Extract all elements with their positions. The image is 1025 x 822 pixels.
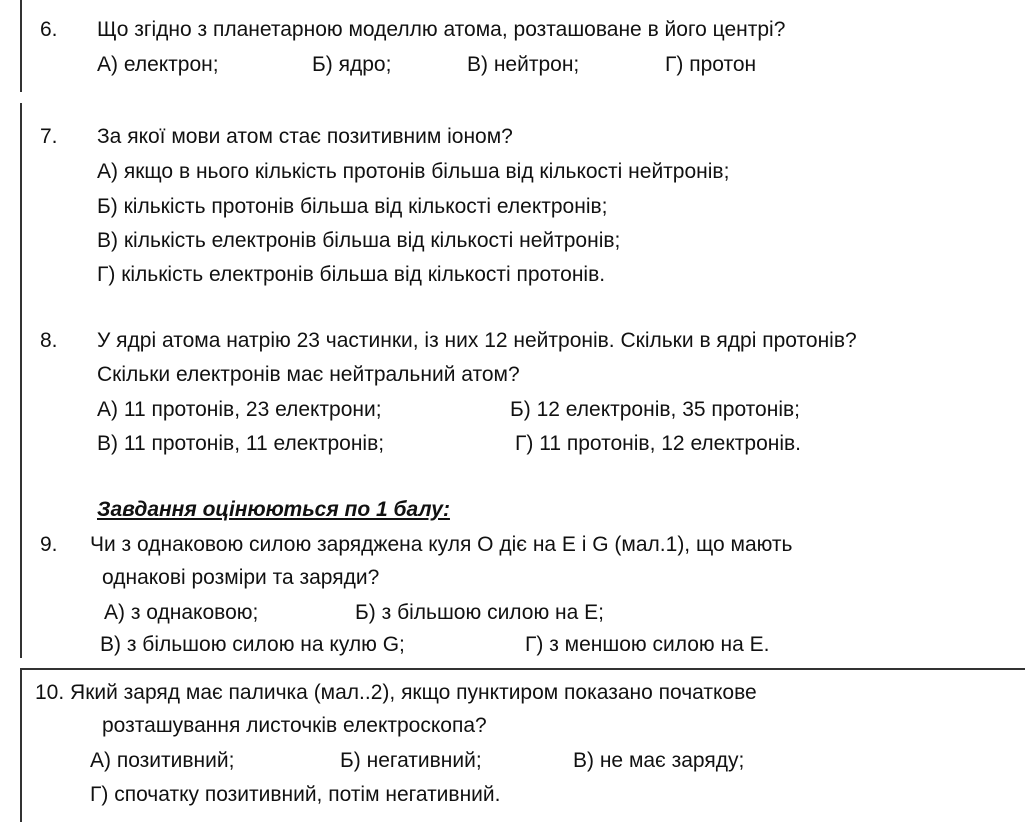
left-border-bottom xyxy=(20,670,22,822)
question-number: 7. xyxy=(40,125,58,148)
answer-option-b: Б) 12 електронів, 35 протонів; xyxy=(510,398,800,421)
answer-option-c: В) кількість електронів більша від кількості нейтронів; xyxy=(97,229,621,252)
question-number: 8. xyxy=(40,329,58,352)
answer-option-c: В) з більшою силою на кулю G; xyxy=(100,633,405,656)
question-text: Що згідно з планетарною моделлю атома, розташоване в його центрі? xyxy=(97,18,786,41)
question-number: 9. xyxy=(40,533,58,556)
answer-option-a: А) 11 протонів, 23 електрони; xyxy=(97,398,382,421)
question-text: За якої мови атом стає позитивним іоном? xyxy=(97,125,513,148)
answer-option-a: А) якщо в нього кількість протонів більша від кількості нейтронів; xyxy=(97,160,730,183)
answer-option-b: Б) кількість протонів більша від кількості електронів; xyxy=(97,195,608,218)
answer-option-b: Б) ядро; xyxy=(312,53,392,76)
answer-option-c: В) 11 протонів, 11 електронів; xyxy=(97,432,385,455)
question-text-line-1: У ядрі атома натрію 23 частинки, із них 12 нейтронів. Скільки в ядрі протонів? xyxy=(97,329,857,352)
answer-option-a: А) позитивний; xyxy=(90,749,235,772)
answer-option-d: Г) з меншою силою на Е. xyxy=(525,633,770,656)
answer-option-d: Г) кількість електронів більша від кількості протонів. xyxy=(97,263,606,286)
answer-option-c: В) нейтрон; xyxy=(467,53,580,76)
answer-option-b: Б) з більшою силою на Е; xyxy=(355,601,605,624)
answer-option-d: Г) 11 протонів, 12 електронів. xyxy=(515,432,802,455)
question-number: 6. xyxy=(40,18,58,41)
section-divider xyxy=(20,668,1025,670)
left-border-middle xyxy=(20,103,22,658)
answer-option-d: Г) спочатку позитивний, потім негативний. xyxy=(90,783,501,806)
question-text-line-2: однакові розміри та заряди? xyxy=(102,566,380,589)
answer-option-b: Б) негативний; xyxy=(340,749,482,772)
question-text-line-1: 10. Який заряд має паличка (мал..2), якщо пунктиром показано початкове xyxy=(35,681,757,704)
answer-option-d: Г) протон xyxy=(665,53,757,76)
answer-option-a: А) з однаковою; xyxy=(104,601,259,624)
question-text-line-2: розташування листочків електроскопа? xyxy=(102,714,487,737)
question-text-line-1: Чи з однаковою силою заряджена куля О діє на Е і G (мал.1), що мають xyxy=(90,533,793,556)
answer-option-a: А) електрон; xyxy=(97,53,219,76)
section-heading: Завдання оцінюються по 1 балу: xyxy=(97,498,450,521)
answer-option-c: В) не має заряду; xyxy=(573,749,745,772)
question-text-line-2: Скільки електронів має нейтральний атом? xyxy=(97,363,520,386)
left-border-top xyxy=(20,0,22,92)
